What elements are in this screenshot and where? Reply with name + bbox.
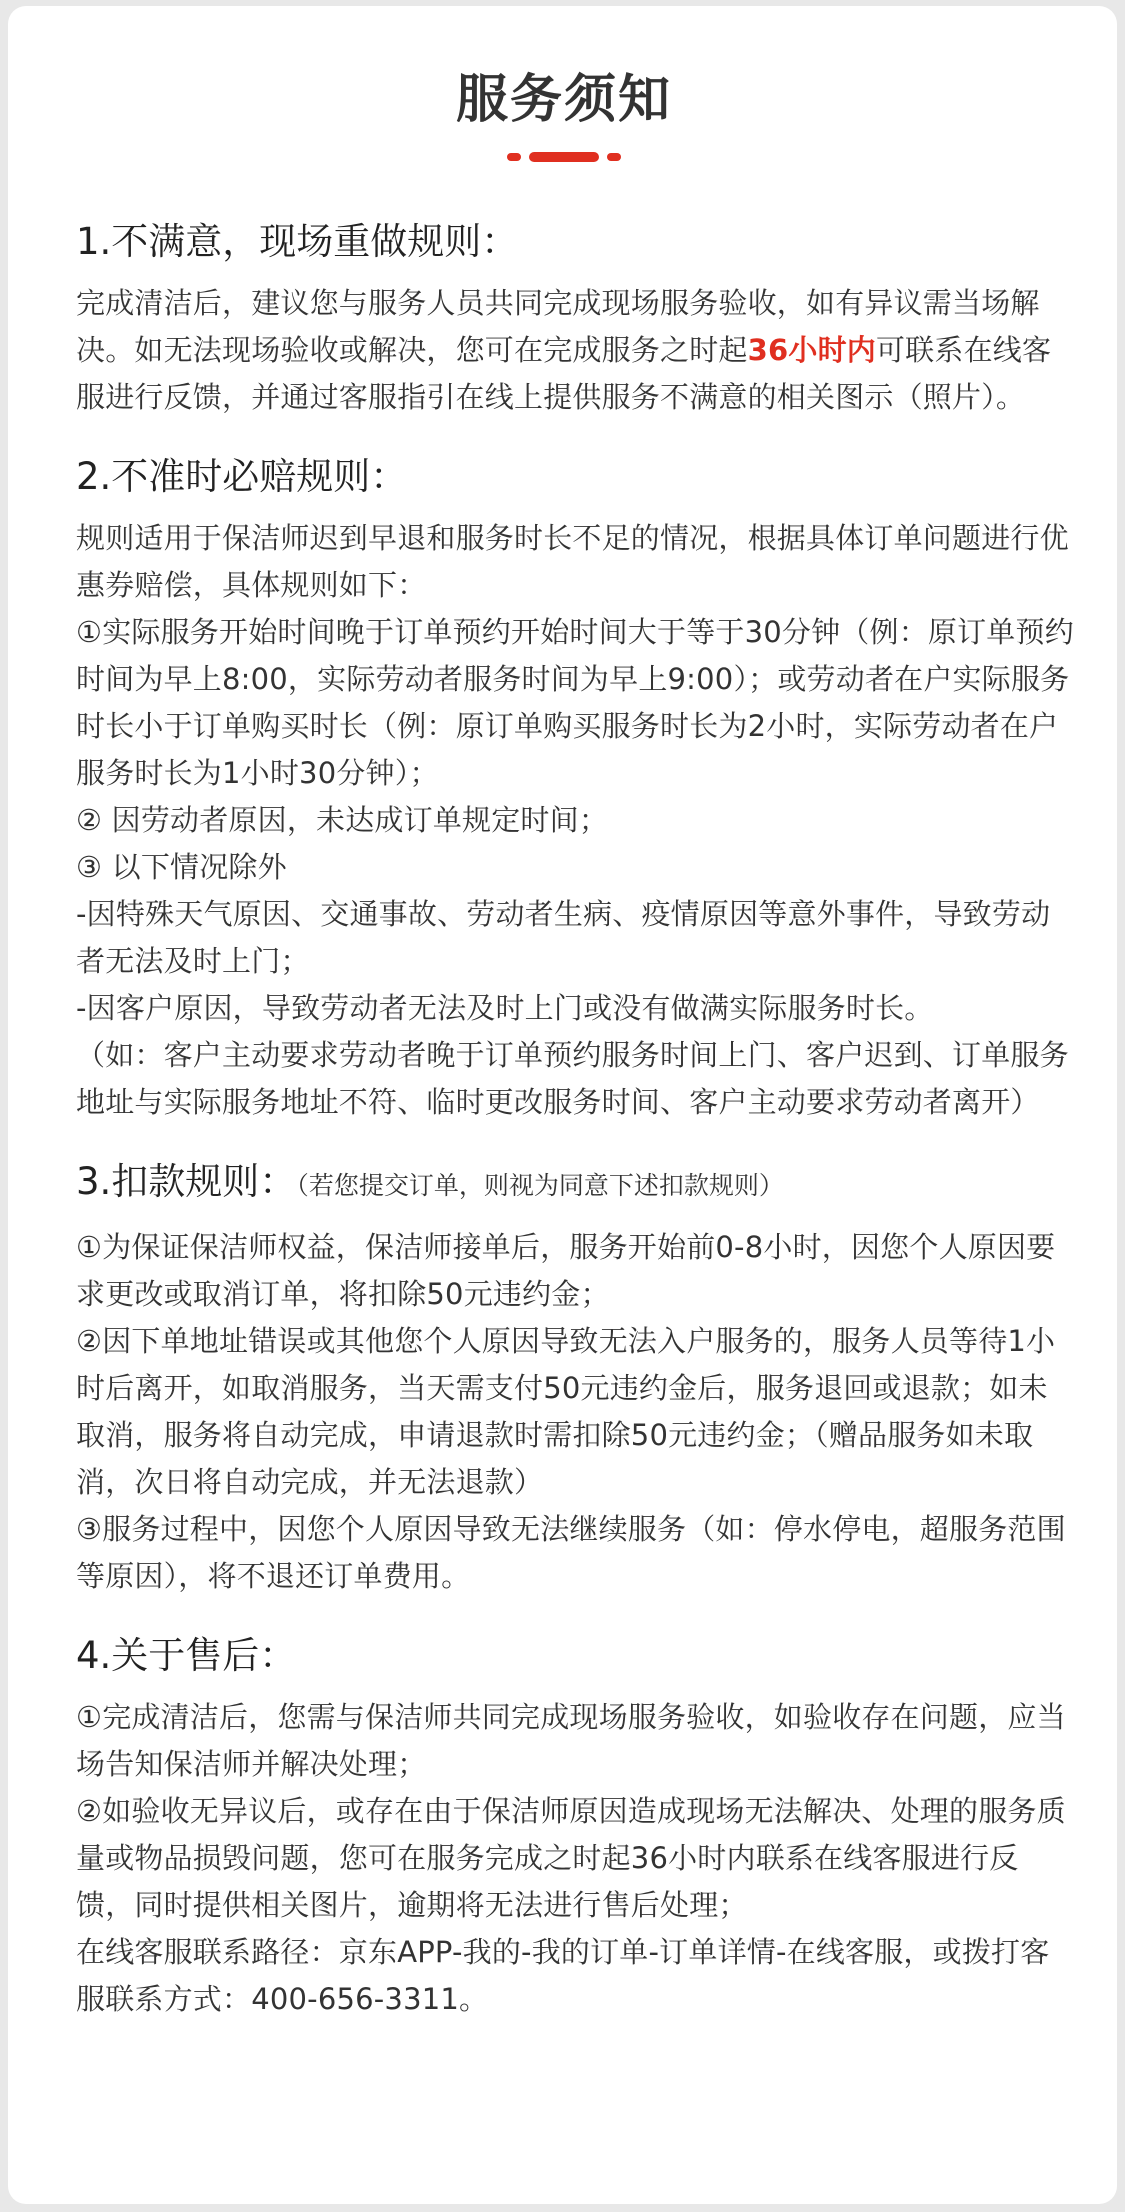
section-heading-note: （若您提交订单，则视为同意下述扣款规则） (296, 1171, 784, 1200)
customer-service-contact: 在线客服联系路径：京东APP-我的-我的订单-订单详情-在线客服，或拨打客服联系方式：400-656-3311。 (76, 1935, 1050, 2016)
section-paragraph: ③ 以下情况除外 (76, 850, 287, 884)
section-paragraph: ①为保证保洁师权益，保洁师接单后，服务开始前0-8小时，因您个人原因要求更改或取消订单，将扣除50元违约金； (76, 1230, 1056, 1311)
underline-dot-right (607, 153, 621, 161)
section-paragraph: ①完成清洁后，您需与保洁师共同完成现场服务验收，如验收存在问题，应当场告知保洁师并解决处理； (76, 1700, 1066, 1781)
paragraph-text: 可联系在线客服进行反馈，并通过客服指引在线上提供服务不满意的相关图示（照片）。 (76, 333, 1052, 414)
section-paragraph: -因客户原因，导致劳动者无法及时上门或没有做满实际服务时长。 (76, 991, 934, 1025)
section-heading: 1.不满意，现场重做规则： (76, 220, 519, 263)
underline-dot-left (507, 153, 521, 161)
section-heading: 4.关于售后： (76, 1634, 297, 1677)
section-after-sales (76, 1630, 1076, 2023)
highlight-36-hours: 36小时内 (747, 333, 876, 367)
section-heading-text: 3.扣款规则： (76, 1160, 297, 1203)
section-punctuality-rules (76, 451, 1076, 1126)
section-paragraph: ② 因劳动者原因，未达成订单规定时间； (76, 803, 609, 837)
section-paragraph: 规则适用于保洁师迟到早退和服务时长不足的情况，根据具体订单问题进行优惠券赔偿，具体规则如下： (76, 521, 1069, 602)
section-paragraph: ③服务过程中，因您个人原因导致无法继续服务（如：停水停电，超服务范围等原因），将不退还订单费用。 (76, 1512, 1066, 1593)
section-heading: 2.不准时必赔规则： (76, 455, 408, 498)
section-paragraph: ②如验收无异议后，或存在由于保洁师原因造成现场无法解决、处理的服务质量或物品损毁问题，您可在服务完成之时起36小时内联系在线客服进行反馈，同时提供相关图片，逾期将无法进行售后处理； (76, 1794, 1066, 1922)
section-redo-rules (76, 216, 1076, 421)
paragraph-text: 完成清洁后，建议您与服务人员共同完成现场服务验收，如有异议需当场解决。如无法现场验收或解决，您可在完成服务之时起 (76, 286, 1040, 367)
rules-content (76, 216, 1076, 2023)
underline-bar (529, 152, 599, 162)
title-underline-decoration (507, 152, 621, 162)
section-paragraph: ②因下单地址错误或其他您个人原因导致无法入户服务的，服务人员等待1小时后离开，如取消服务，当天需支付50元违约金后，服务退回或退款；如未取消，服务将自动完成，申请退款时需扣除50元违约金；（赠品服务如未取消，次日将自动完成，并无法退款） (76, 1324, 1056, 1499)
page-title: 服务须知 (455, 70, 672, 130)
section-paragraph: ①实际服务开始时间晚于订单预约开始时间大于等于30分钟（例：原订单预约时间为早上8:00，实际劳动者服务时间为早上9:00）；或劳动者在户实际服务时长小于订单购买时长（例：原订单购买服务时长为2小时，实际劳动者在户服务时长为1小时30分钟）； (76, 615, 1074, 790)
section-paragraph: -因特殊天气原因、交通事故、劳动者生病、疫情原因等意外事件，导致劳动者无法及时上门； (76, 897, 1051, 978)
section-deduction-rules (76, 1156, 1076, 1600)
section-paragraph (76, 280, 1076, 421)
section-heading (76, 1156, 1076, 1212)
section-paragraph: （如：客户主动要求劳动者晚于订单预约服务时间上门、客户迟到、订单服务地址与实际服务地址不符、临时更改服务时间、客户主动要求劳动者离开） (76, 1038, 1069, 1119)
notice-card (8, 6, 1117, 2204)
